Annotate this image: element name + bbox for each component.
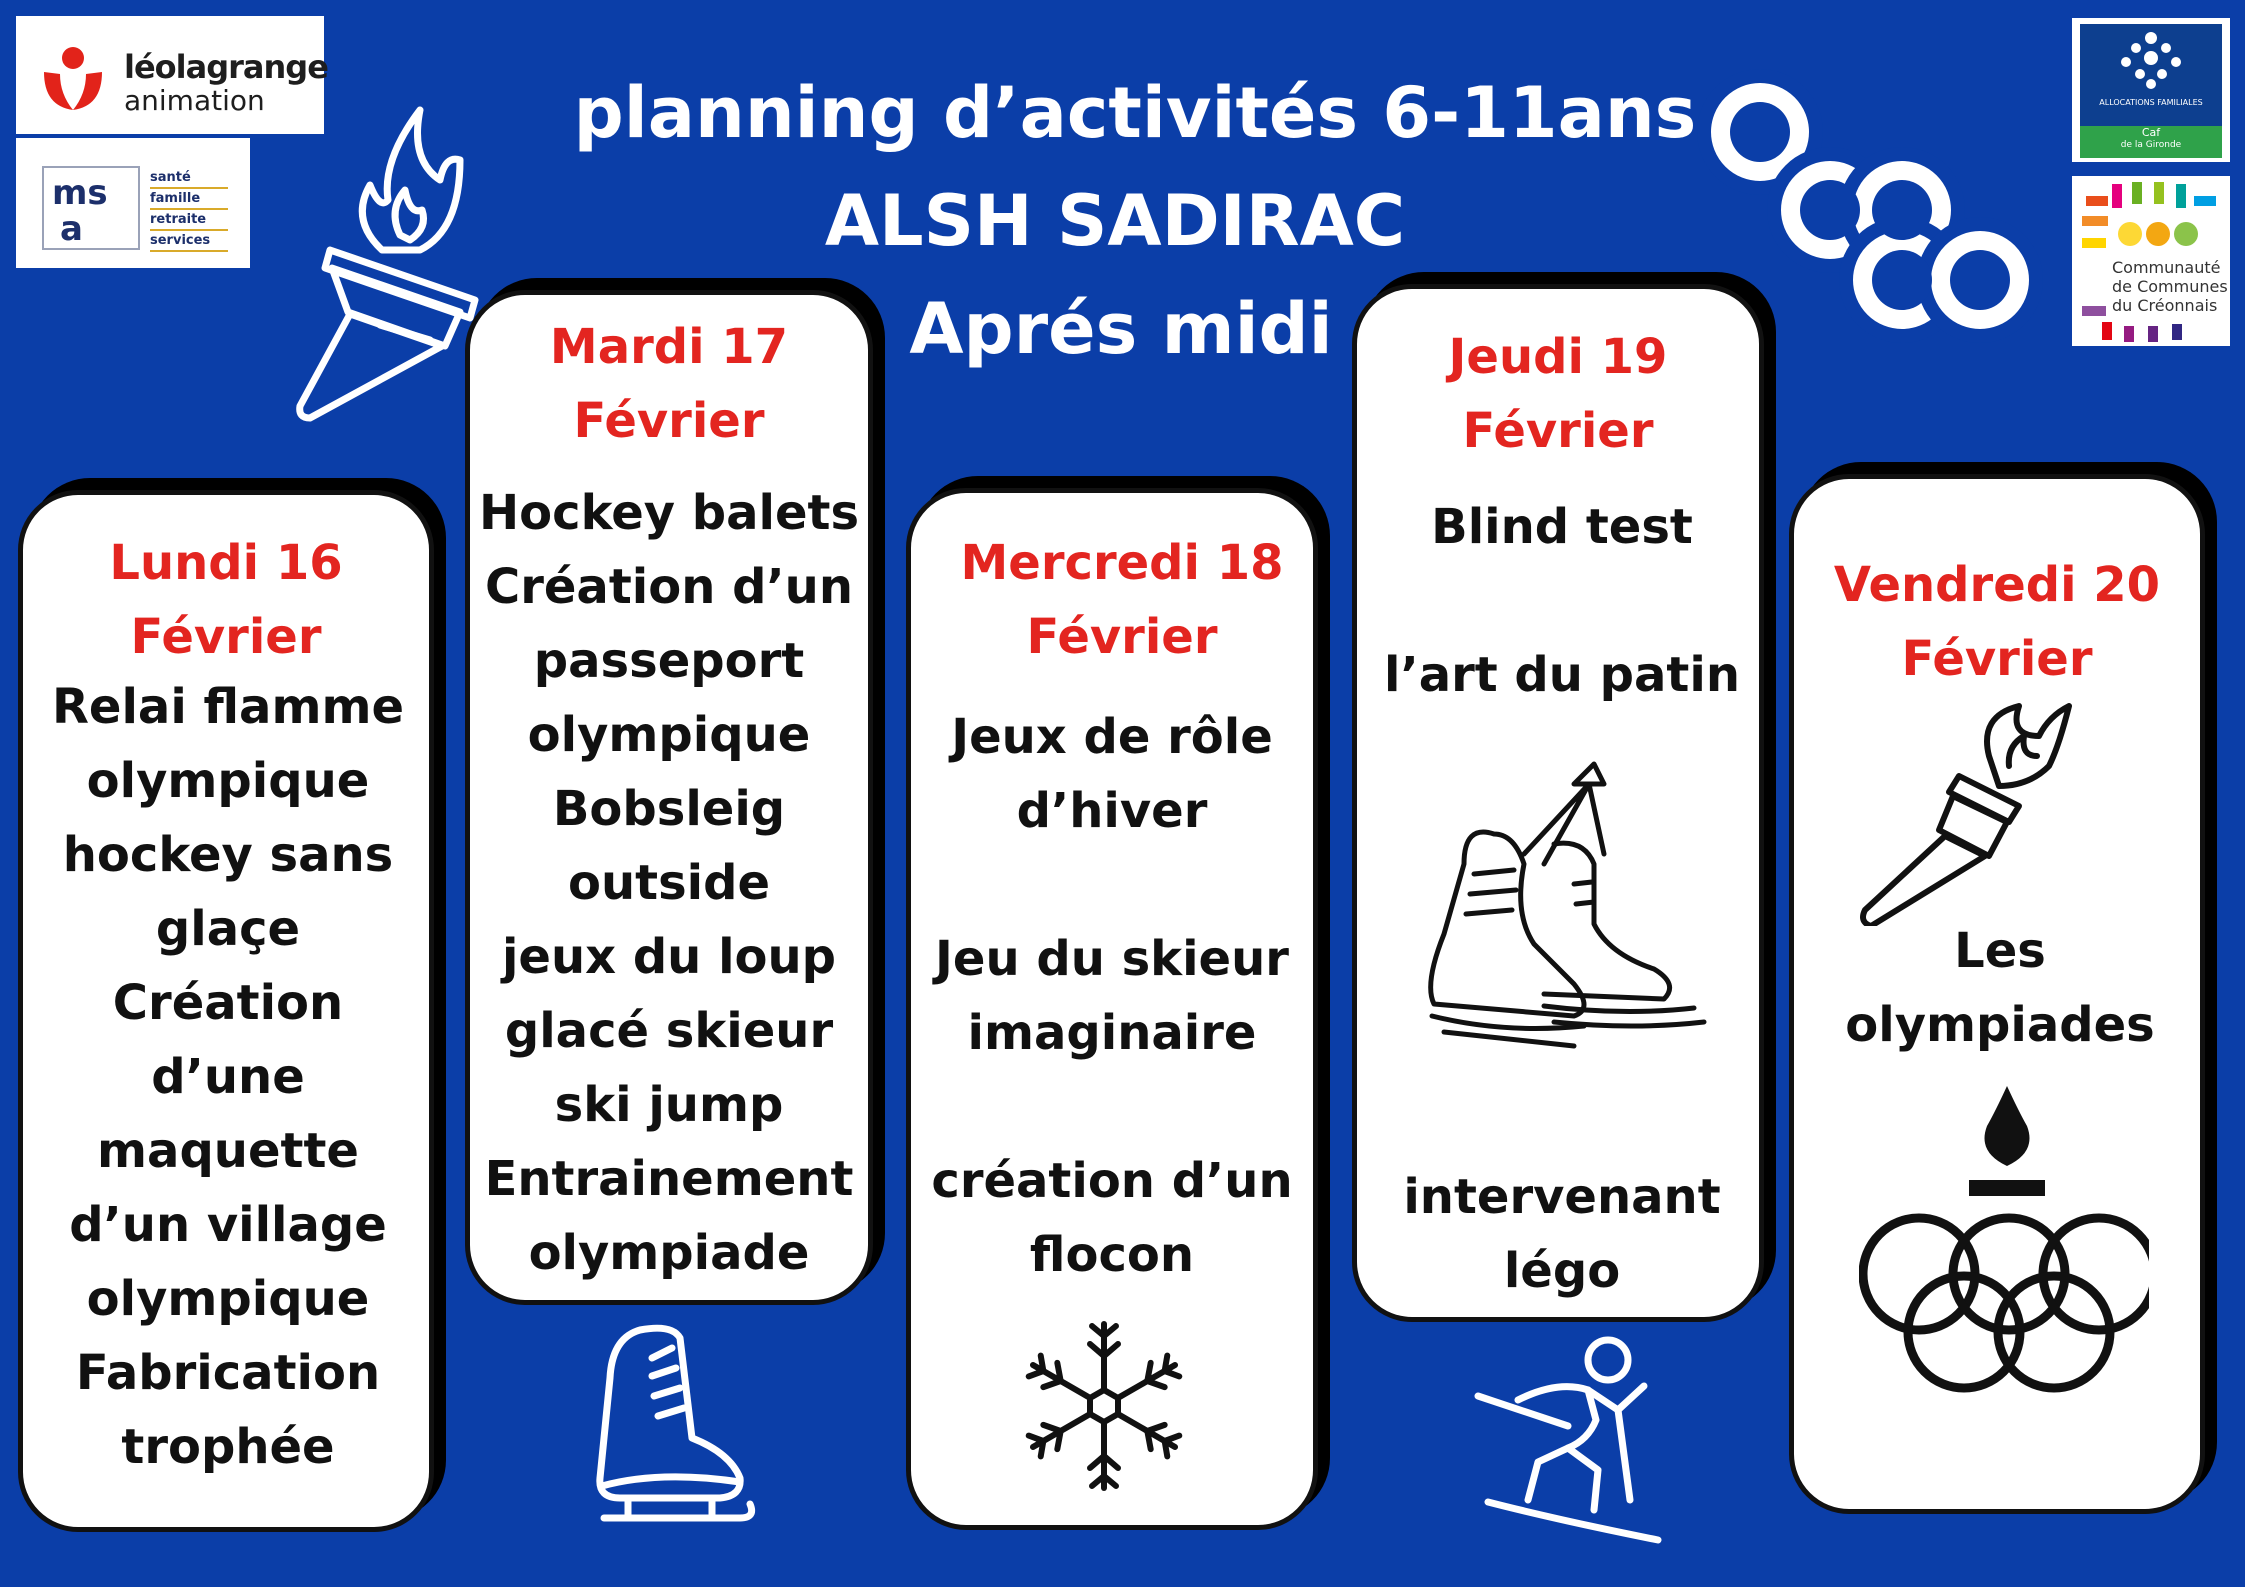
day-title-line: Jeudi 19 xyxy=(1448,329,1668,385)
activity-item: Jeux de rôle xyxy=(951,709,1273,765)
day-card-thursday xyxy=(1352,284,1764,1322)
activity-item: Les xyxy=(1954,923,2046,979)
activity-item: d’une xyxy=(151,1049,305,1105)
activity-item: imaginaire xyxy=(967,1005,1257,1061)
caf-name: Caf xyxy=(2141,126,2161,139)
activity-item: trophée xyxy=(121,1419,335,1475)
activity-item: d’hiver xyxy=(1016,783,1208,839)
ice-skate-icon xyxy=(580,1318,760,1558)
activity-item xyxy=(1360,564,1764,638)
hanging-skates-icon xyxy=(1404,754,1714,1074)
activity-list xyxy=(1360,490,1764,712)
activity-item: intervenant xyxy=(1403,1169,1721,1225)
activity-item: olympique xyxy=(527,707,811,763)
msa-line: services xyxy=(150,231,228,252)
msa-line: santé xyxy=(150,168,228,189)
activity-item: Jeu du skieur xyxy=(935,931,1289,987)
activity-item: Entrainement xyxy=(484,1151,854,1207)
msa-line: famille xyxy=(150,189,228,210)
day-title xyxy=(465,310,873,458)
activity-item: olympiades xyxy=(1845,997,2155,1053)
activity-list xyxy=(906,700,1318,1292)
page-title-line2: ALSH SADIRAC xyxy=(824,180,1406,262)
day-title xyxy=(926,526,1318,674)
torch-icon xyxy=(1849,696,2109,926)
ccc-line: du Créonnais xyxy=(2112,296,2218,315)
activity-item: ski jump xyxy=(554,1077,784,1133)
skier-icon xyxy=(1468,1330,1668,1550)
msa-logo xyxy=(16,138,250,268)
activity-item: jeux du loup xyxy=(501,929,837,985)
ccc-line: de Communes xyxy=(2112,277,2228,296)
ccc-line: Communauté xyxy=(2112,258,2221,277)
leo-lagrange-icon xyxy=(38,44,108,114)
day-title-line: Mardi 17 xyxy=(549,319,789,375)
activity-list-bottom xyxy=(1360,1160,1764,1308)
activity-item: Relai flamme xyxy=(51,679,405,735)
activity-item: création d’un xyxy=(931,1153,1293,1209)
caf-top-label: ALLOCATIONS FAMILIALES xyxy=(2099,98,2203,107)
day-card-tuesday xyxy=(465,290,873,1305)
activity-item: légo xyxy=(1503,1243,1621,1299)
activity-item: Création d’un xyxy=(484,559,854,615)
activity-item: outside xyxy=(567,855,771,911)
day-title-line: Mercredi 18 xyxy=(960,535,1284,591)
leo-logo-line2: animation xyxy=(124,84,265,117)
caf-family-icon xyxy=(2080,24,2222,98)
day-card-monday xyxy=(18,490,434,1532)
activity-list xyxy=(465,476,873,1290)
page-title-line3: Aprés midi xyxy=(909,288,1333,370)
msa-text xyxy=(150,168,228,252)
activity-item: olympiade xyxy=(528,1225,810,1281)
ccc-logo xyxy=(2072,176,2230,346)
activity-item: maquette xyxy=(97,1123,359,1179)
activity-item: d’un village xyxy=(69,1197,387,1253)
ccc-text xyxy=(2112,258,2228,315)
page-title-line1: planning d’activités 6-11ans xyxy=(573,72,1697,154)
day-title-line: Février xyxy=(1026,609,1218,665)
activity-item: Blind test xyxy=(1431,499,1693,555)
day-card-friday xyxy=(1789,474,2205,1514)
activity-item xyxy=(906,848,1318,922)
day-title-line: Février xyxy=(573,393,765,449)
activity-item: glacé skieur xyxy=(504,1003,834,1059)
msa-line: retraite xyxy=(150,210,228,231)
day-title-line: Lundi 16 xyxy=(109,535,343,591)
activity-item: glaçe xyxy=(155,901,301,957)
activity-item: passeport xyxy=(533,633,805,689)
activity-item: flocon xyxy=(1029,1227,1195,1283)
activity-item: Création xyxy=(112,975,344,1031)
activity-item: Fabrication xyxy=(75,1345,381,1401)
activity-item: olympique xyxy=(86,753,370,809)
svg-text:ms: ms xyxy=(52,173,108,213)
svg-text:a: a xyxy=(60,209,83,249)
day-title xyxy=(1789,548,2205,696)
day-title-line: Février xyxy=(1901,631,2093,687)
activity-list xyxy=(1795,914,2205,1062)
day-title-line: Vendredi 20 xyxy=(1833,557,2161,613)
day-title-line: Février xyxy=(130,609,322,665)
day-title-line: Février xyxy=(1462,403,1654,459)
activity-item xyxy=(906,1070,1318,1144)
day-title xyxy=(18,526,434,674)
caf-logo xyxy=(2072,18,2230,162)
caf-footer xyxy=(2080,126,2222,158)
activity-item: l’art du patin xyxy=(1384,647,1740,703)
activity-item: Bobsleig xyxy=(552,781,786,837)
flame-rings-icon xyxy=(1859,1082,2149,1412)
snowflake-icon xyxy=(1016,1318,1192,1494)
caf-region: de la Gironde xyxy=(2120,140,2182,150)
leo-logo-line1: léolagrange xyxy=(124,48,328,86)
day-card-wednesday xyxy=(906,488,1318,1530)
msa-icon xyxy=(42,166,140,250)
activity-item: hockey sans xyxy=(62,827,394,883)
activity-list xyxy=(22,670,434,1484)
activity-item: olympique xyxy=(86,1271,370,1327)
day-title xyxy=(1352,320,1764,468)
activity-item: Hockey balets xyxy=(478,485,860,541)
